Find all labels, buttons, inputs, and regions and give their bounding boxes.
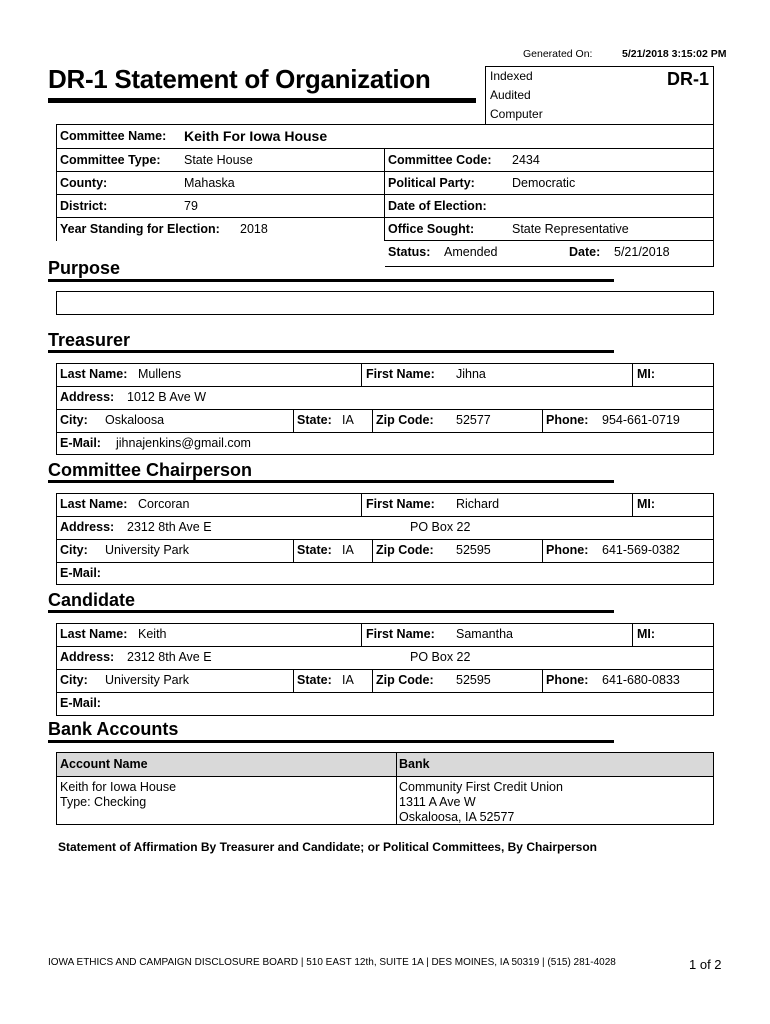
treasurer-phone-label: Phone: (546, 413, 589, 427)
divider (56, 217, 714, 218)
bank-table-header (57, 753, 713, 776)
office-use-box (485, 66, 714, 124)
divider (56, 692, 714, 693)
purpose-heading: Purpose (48, 258, 121, 278)
committee-type-label: Committee Type: (60, 153, 161, 167)
chair-city-label: City: (60, 543, 88, 557)
treasurer-heading: Treasurer (48, 330, 131, 350)
chair-email-label: E-Mail: (60, 566, 101, 580)
divider (384, 240, 714, 241)
divider (56, 776, 714, 777)
divider (56, 171, 714, 172)
treasurer-underline (48, 350, 614, 353)
page-title: DR-1 Statement of Organization (48, 64, 431, 94)
page-number: 1 of 2 (689, 957, 722, 972)
treasurer-zip: 52577 (456, 413, 491, 427)
candidate-zip: 52595 (456, 673, 491, 687)
chair-first-name: Richard (456, 497, 500, 511)
chair-address: 2312 8th Ave E (127, 520, 212, 534)
form-code: DR-1 (666, 69, 709, 89)
treasurer-state: IA (342, 413, 354, 427)
treasurer-mi-label: MI: (637, 367, 656, 381)
county-label: County: (60, 176, 108, 190)
bank-account-type: Type: Checking (60, 795, 147, 809)
affirmation-statement: Statement of Affirmation By Treasurer and Candidate; or Political Committees, By Chairperson (58, 840, 597, 854)
bank-street: 1311 A Ave W (399, 795, 476, 809)
candidate-address-label: Address: (60, 650, 115, 664)
candidate-state-label: State: (297, 673, 332, 687)
divider (56, 386, 714, 387)
candidate-mi-label: MI: (637, 627, 656, 641)
chair-phone-label: Phone: (546, 543, 589, 557)
divider (56, 539, 714, 540)
candidate-address: 2312 8th Ave E (127, 650, 212, 664)
chairperson-underline (48, 480, 614, 483)
divider (361, 363, 362, 386)
divider (632, 493, 633, 516)
chair-city: University Park (105, 543, 190, 557)
candidate-email-label: E-Mail: (60, 696, 101, 710)
divider (632, 623, 633, 646)
bank-col-bank: Bank (399, 757, 430, 771)
county: Mahaska (184, 176, 235, 190)
candidate-phone-label: Phone: (546, 673, 589, 687)
status-value: Amended (444, 245, 498, 259)
divider (372, 409, 373, 432)
treasurer-email-label: E-Mail: (60, 436, 101, 450)
candidate-underline (48, 610, 614, 613)
chair-first-name-label: First Name: (366, 497, 435, 511)
divider (56, 148, 714, 149)
treasurer-last-name-label: Last Name: (60, 367, 128, 381)
divider (632, 363, 633, 386)
divider (372, 669, 373, 692)
divider (372, 539, 373, 562)
divider (56, 646, 714, 647)
purpose-underline (48, 279, 614, 282)
treasurer-city: Oskaloosa (105, 413, 165, 427)
candidate-first-name-label: First Name: (366, 627, 435, 641)
bank-underline (48, 740, 614, 743)
bank-account-name: Keith for Iowa House (60, 780, 177, 794)
year-standing-label: Year Standing for Election: (60, 222, 220, 236)
chair-last-name-label: Last Name: (60, 497, 128, 511)
divider (293, 669, 294, 692)
chair-state: IA (342, 543, 354, 557)
status-indexed: Indexed (490, 69, 533, 83)
chair-mi-label: MI: (637, 497, 656, 511)
divider (542, 539, 543, 562)
bank-heading: Bank Accounts (48, 719, 179, 739)
treasurer-first-name-label: First Name: (366, 367, 435, 381)
candidate-city-label: City: (60, 673, 88, 687)
chair-zip-label: Zip Code: (376, 543, 434, 557)
political-party-label: Political Party: (388, 176, 475, 190)
candidate-phone: 641-680-0833 (602, 673, 680, 687)
committee-name: Keith For Iowa House (184, 128, 328, 144)
bank-city: Oskaloosa, IA 52577 (399, 810, 515, 824)
candidate-zip-label: Zip Code: (376, 673, 434, 687)
footer-address: IOWA ETHICS AND CAMPAIGN DISCLOSURE BOARD | 510 EAST 12th, SUITE 1A | DES MOINES, IA 50319 | (515) 281-4028 (48, 957, 616, 968)
office-sought-label: Office Sought: (388, 222, 475, 236)
divider (56, 516, 714, 517)
candidate-address2: PO Box 22 (410, 650, 471, 664)
divider (56, 562, 714, 563)
date-value: 5/21/2018 (614, 245, 670, 259)
date-of-election-label: Date of Election: (388, 199, 487, 213)
candidate-city: University Park (105, 673, 190, 687)
divider (361, 623, 362, 646)
status-audited: Audited (490, 88, 531, 102)
divider (542, 409, 543, 432)
treasurer-last-name: Mullens (138, 367, 182, 381)
chair-state-label: State: (297, 543, 332, 557)
treasurer-zip-label: Zip Code: (376, 413, 434, 427)
divider (293, 539, 294, 562)
treasurer-address: 1012 B Ave W (127, 390, 206, 404)
political-party: Democratic (512, 176, 576, 190)
chair-address-label: Address: (60, 520, 115, 534)
treasurer-city-label: City: (60, 413, 88, 427)
district-label: District: (60, 199, 108, 213)
candidate-first-name: Samantha (456, 627, 513, 641)
date-label: Date: (569, 245, 601, 259)
divider (56, 409, 714, 410)
generated-on-label: Generated On: (523, 48, 593, 60)
divider (56, 669, 714, 670)
committee-code: 2434 (512, 153, 540, 167)
year-standing: 2018 (240, 222, 268, 236)
treasurer-address-label: Address: (60, 390, 115, 404)
treasurer-state-label: State: (297, 413, 332, 427)
candidate-last-name-label: Last Name: (60, 627, 128, 641)
treasurer-email: jihnajenkins@gmail.com (116, 436, 251, 450)
treasurer-first-name: Jihna (456, 367, 486, 381)
district: 79 (184, 199, 198, 213)
status-label: Status: (388, 245, 431, 259)
candidate-state: IA (342, 673, 354, 687)
committee-name-label: Committee Name: (60, 129, 167, 143)
chair-phone: 641-569-0382 (602, 543, 680, 557)
bank-col-account: Account Name (60, 757, 148, 771)
divider (293, 409, 294, 432)
bank-name: Community First Credit Union (399, 780, 563, 794)
generated-on-value: 5/21/2018 3:15:02 PM (622, 48, 727, 60)
divider (396, 752, 397, 825)
chair-last-name: Corcoran (138, 497, 190, 511)
title-underline (48, 98, 476, 103)
chairperson-heading: Committee Chairperson (48, 460, 253, 480)
divider (56, 432, 714, 433)
chair-address2: PO Box 22 (410, 520, 471, 534)
divider (361, 493, 362, 516)
treasurer-phone: 954-661-0719 (602, 413, 680, 427)
divider (56, 194, 714, 195)
status-computer: Computer (490, 107, 543, 121)
divider (542, 669, 543, 692)
office-sought: State Representative (512, 222, 629, 236)
chair-zip: 52595 (456, 543, 491, 557)
purpose-box (56, 291, 714, 315)
candidate-heading: Candidate (48, 590, 136, 610)
committee-type: State House (184, 153, 253, 167)
committee-code-label: Committee Code: (388, 153, 492, 167)
candidate-last-name: Keith (138, 627, 167, 641)
